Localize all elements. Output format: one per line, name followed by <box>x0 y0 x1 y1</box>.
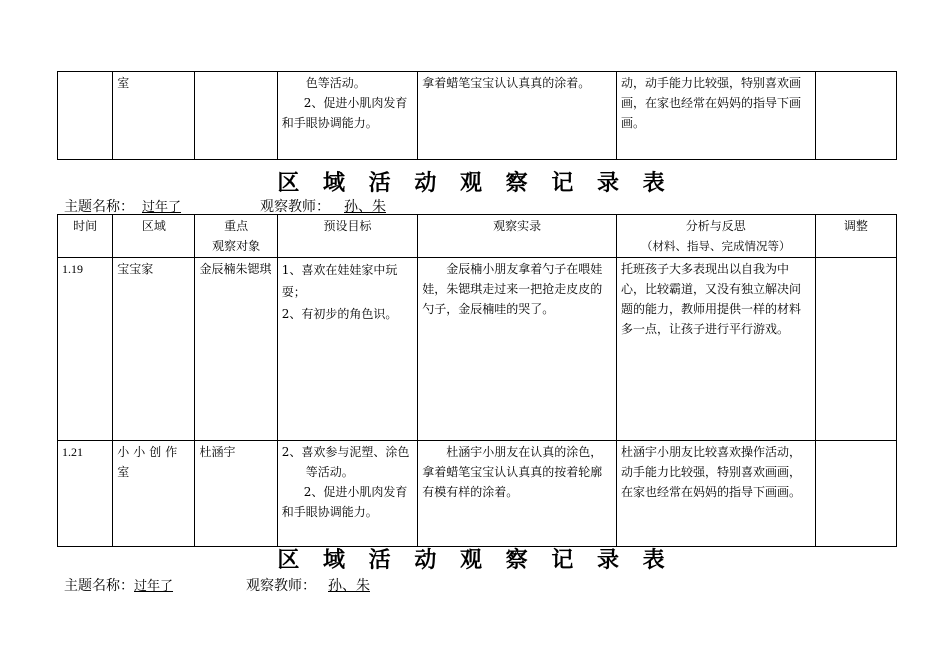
header-adjust: 调整 <box>815 215 896 258</box>
theme-value: 过年了 <box>142 200 182 215</box>
record-cell <box>418 441 617 547</box>
goal-cell <box>277 258 418 441</box>
record-text: 金辰楠小朋友拿着勺子在喂娃娃，朱锶琪走过来一把抢走皮皮的勺子，金辰楠哇的哭了。 <box>422 262 603 316</box>
focus-cell: 杜涵宇 <box>195 441 277 547</box>
goal-cell <box>277 441 418 547</box>
goal-line: 色等活动。 <box>305 76 366 90</box>
meta-line-2 <box>64 575 390 595</box>
teacher-value: 孙、朱 <box>344 199 386 215</box>
teacher-label: 观察教师： <box>260 199 330 215</box>
header-analysis-line2: （材料、指导、完成情况等） <box>641 239 791 253</box>
adjust-cell <box>815 72 896 160</box>
header-analysis <box>616 215 815 258</box>
header-analysis-line1: 分析与反思 <box>685 219 746 233</box>
area-cell: 宝宝家 <box>113 258 195 441</box>
time-cell <box>58 72 113 160</box>
header-area: 区域 <box>113 215 195 258</box>
analysis-text: 托班孩子大多表现出以自我为中心，比较霸道，又没有独立解决问题的能力，教师用提供一样的材料多一点，让孩子进行平行游戏。 <box>620 262 801 336</box>
top-fragment-table <box>57 71 897 160</box>
header-focus <box>195 215 277 258</box>
goal-cell <box>277 72 418 160</box>
analysis-cell <box>616 441 815 547</box>
goal-line: 1、喜欢在娃娃家中玩耍； <box>281 263 398 299</box>
time-cell: 1.21 <box>58 441 113 547</box>
record-cell <box>418 258 617 441</box>
header-record: 观察实录 <box>418 215 617 258</box>
focus-cell <box>195 72 277 160</box>
theme-label: 主题名称： <box>64 578 134 594</box>
area-cell: 小小创作室 <box>113 441 195 547</box>
header-focus-line1: 重点 <box>224 219 249 233</box>
record-text: 拿着蜡笔宝宝认认真真的涂着。 <box>422 76 591 90</box>
analysis-cell <box>616 258 815 441</box>
goal-line: 2、促进小肌肉发育和手眼协调能力。 <box>281 96 408 130</box>
adjust-cell <box>815 258 896 441</box>
theme-value: 过年了 <box>134 579 174 594</box>
table-row <box>58 441 897 547</box>
table-row <box>58 258 897 441</box>
observation-table <box>57 214 897 547</box>
goal-line: 2、促进小肌肉发育和手眼协调能力。 <box>281 485 408 519</box>
focus-cell: 金辰楠朱锶琪 <box>195 258 277 441</box>
page-title: 区 域 活 动 观 察 记 录 表 <box>277 171 673 196</box>
header-goal: 预设目标 <box>277 215 418 258</box>
analysis-text: 杜涵宇小朋友比较喜欢操作活动，动手能力比较强，特别喜欢画画，在家也经常在妈妈的指导下画画。 <box>620 445 801 499</box>
theme-label: 主题名称： <box>64 199 134 215</box>
area-cell: 室 <box>113 72 195 160</box>
table-row <box>58 72 897 160</box>
analysis-cell <box>616 72 815 160</box>
page-title-2: 区 域 活 动 观 察 记 录 表 <box>277 548 673 573</box>
record-cell <box>418 72 617 160</box>
teacher-label: 观察教师： <box>246 578 316 594</box>
goal-line: 2、喜欢参与泥塑、涂色等活动。 <box>281 445 410 479</box>
goal-line: 2、有初步的角色识。 <box>281 307 398 321</box>
record-text: 杜涵宇小朋友在认真的涂色，拿着蜡笔宝宝认认真真的按着轮廓有模有样的涂着。 <box>422 445 603 499</box>
meta-line <box>64 196 404 216</box>
adjust-cell <box>815 441 896 547</box>
teacher-value: 孙、朱 <box>328 578 370 594</box>
header-time: 时间 <box>58 215 113 258</box>
analysis-text: 动，动手能力比较强，特别喜欢画画，在家也经常在妈妈的指导下画画。 <box>620 76 801 130</box>
table-header-row <box>58 215 897 258</box>
header-focus-line2: 观察对象 <box>212 239 261 253</box>
time-cell: 1.19 <box>58 258 113 441</box>
